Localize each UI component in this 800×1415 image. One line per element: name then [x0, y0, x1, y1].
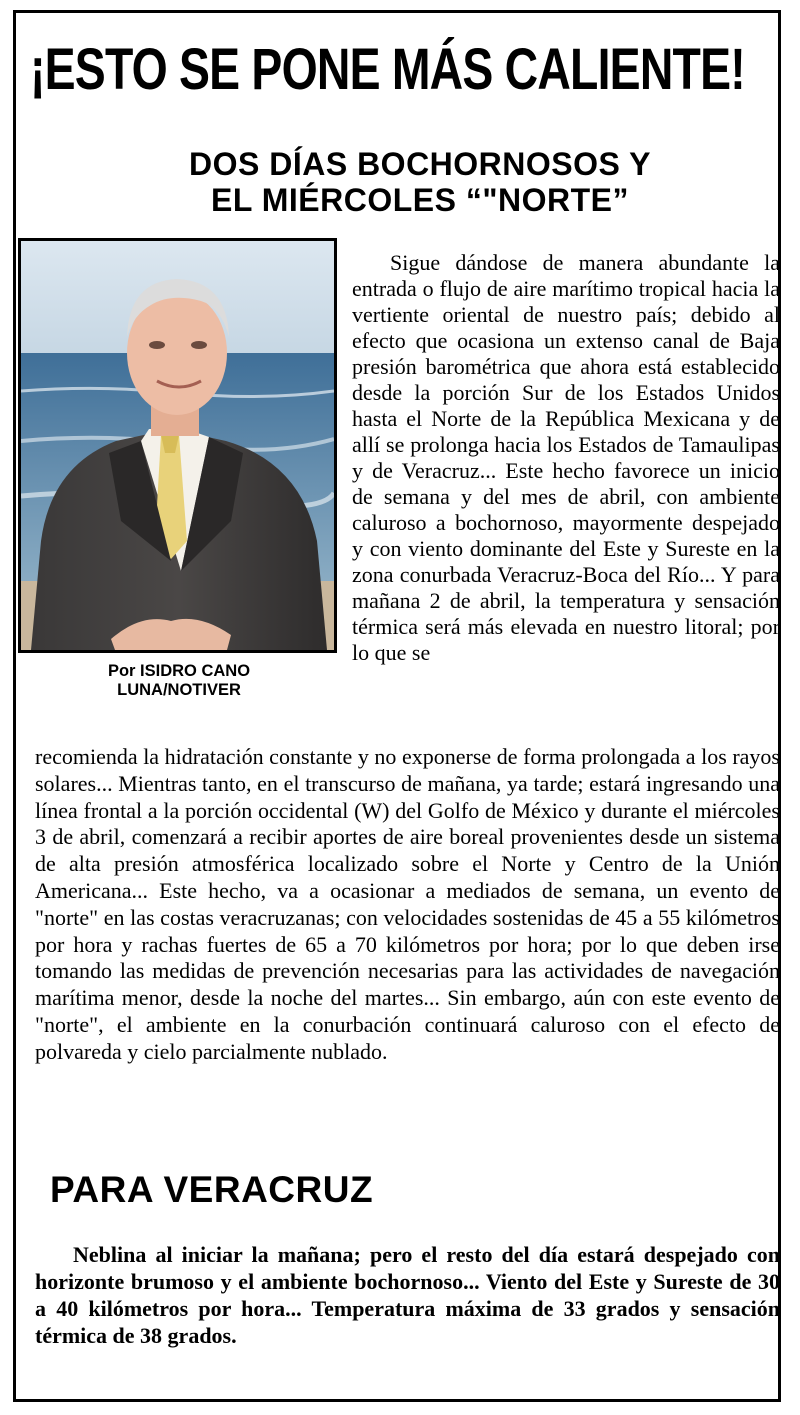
section-body: Neblina al iniciar la mañana; pero el resto del día estará despejado con horizonte brumoso y el ambiente bochornoso... Viento del Este y Sureste de 30 a 40 kilómetros por hora... Temperatura máxima de 33 grados y sensación térmica de 38 grados.: [35, 1242, 780, 1348]
headline: ¡ESTO SE PONE MÁS CALIENTE!: [30, 37, 745, 102]
subhead-line-2: EL MIÉRCOLES “"NORTE”: [211, 182, 629, 218]
article-body-column: Sigue dándose de manera abundante la entrada o flujo de aire marítimo tropical hacia la vertiente oriental de nuestro país; debido al efecto que ocasiona un extenso canal de Baja presión barométrica que ahora está establecido desde la porción Sur de los Estados Unidos hasta el Norte de la República Mexicana y de allí se prolonga hacia los Estados de Tamaulipas y de Veracruz... Este hecho favorece un inicio de semana y del mes de abril, con ambiente caluroso a bochornoso, mayormente despejado y con viento dominante del Este y Sureste en la zona conurbada Veracruz-Boca del Río... Y para mañana 2 de abril, la temperatura y sensación térmica será más elevada en nuestro litoral; por lo que se: [352, 250, 780, 665]
byline-line-1: Por ISIDRO CANO: [107, 662, 251, 680]
subheadline: [110, 146, 730, 218]
section-title: PARA VERACRUZ: [50, 1169, 374, 1210]
author-photo: [18, 238, 337, 653]
byline-line-2: LUNA/NOTIVER: [117, 681, 241, 699]
byline: [60, 662, 298, 700]
subhead-line-1: DOS DÍAS BOCHORNOSOS Y: [188, 146, 652, 182]
article-body-full-width: recomienda la hidratación constante y no exponerse de forma prolongada a los rayos solares... Mientras tanto, en el transcurso de mañana, ya tarde; estará ingresando una línea frontal a la porción occidental (W) del Golfo de México y durante el miércoles 3 de abril, comenzará a recibir aportes de aire boreal provenientes desde un sistema de alta presión atmosférica localizado sobre el Norte y Centro de la Unión Americana... Este hecho, va a ocasionar a mediados de semana, un evento de "norte" en las costas veracruzanas; con velocidades sostenidas de 45 a 55 kilómetros por hora y rachas fuertes de 65 a 70 kilómetros por hora; por lo que deben irse tomando las medidas de prevención necesarias para las actividades de navegación marítima menor, desde la noche del martes... Sin embargo, aún con este evento de "norte", el ambiente en la conurbación continuará caluroso con el efecto de polvareda y cielo parcialmente nublado.: [35, 744, 780, 1064]
author-photo-illustration: [21, 241, 334, 650]
